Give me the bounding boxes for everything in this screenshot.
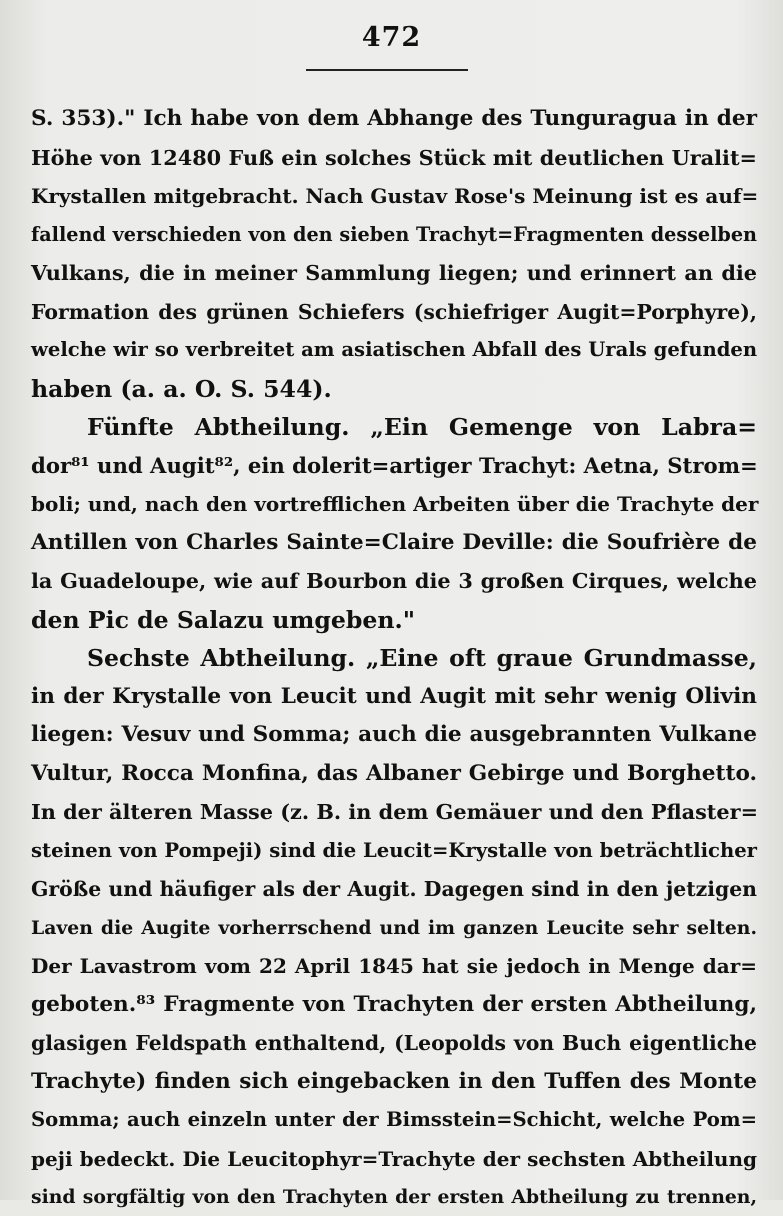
text-line: Vulkans, die in meiner Sammlung liegen; und erinnert an die — [31, 260, 757, 285]
text-line: liegen: Vesuv und Somma; auch die ausgebrannten Vulkane — [31, 722, 757, 747]
text-line: sind sorgfältig von den Trachyten der ersten Abtheilung zu trennen, — [31, 1186, 757, 1208]
text-line: glasigen Feldspath enthaltend, (Leopolds von Buch eigentliche — [31, 1031, 757, 1055]
text-line: peji bedeckt. Die Leucitophyr=Trachyte der sechsten Abtheilung — [31, 1146, 757, 1171]
text-line: in der Krystalle von Leucit und Augit mit sehr wenig Olivin — [31, 683, 757, 709]
text-line: In der älteren Masse (z. B. in dem Gemäuer und den Pflaster= — [31, 799, 759, 824]
text-line: S. 353)." Ich habe von dem Abhange des Tunguragua in der — [31, 106, 757, 131]
text-line: Antillen von Charles Sainte=Claire Deville: die Soufrière de — [31, 529, 757, 555]
text-line: fallend verschieden von den sieben Trachyt=Fragmenten desselben — [31, 222, 757, 246]
text-line: Höhe von 12480 Fuß ein solches Stück mit deutlichen Uralit= — [31, 144, 757, 170]
text-line: Größe und häufiger als der Augit. Dagegen sind in den jetzigen — [31, 877, 757, 901]
text-line: la Guadeloupe, wie auf Bourbon die 3 großen Cirques, welche — [31, 568, 757, 593]
text-line: Laven die Augite vorherrschend und im ganzen Leucite sehr selten. — [31, 916, 757, 939]
text-line: steinen von Pompeji) sind die Leucit=Krystalle von beträchtlicher — [31, 838, 757, 862]
text-line: Fünfte Abtheilung. „Ein Gemenge von Labra= — [87, 413, 757, 441]
text-line: Der Lavastrom vom 22 April 1845 hat sie jedoch in Menge dar= — [31, 954, 757, 978]
text-line: den Pic de Salazu umgeben." — [31, 605, 416, 634]
text-line: welche wir so verbreitet am asiatischen Abfall des Urals gefunden — [31, 338, 758, 361]
text-line: Somma; auch einzeln unter der Bimsstein=Schicht, welche Pom= — [31, 1108, 757, 1131]
text-line: geboten.⁸³ Fragmente von Trachyten der ersten Abtheilung, — [31, 991, 757, 1017]
text-line: Vultur, Rocca Monfina, das Albaner Gebirge und Borghetto. — [31, 760, 757, 786]
text-line: dor⁸¹ und Augit⁸², ein dolerit=artiger Trachyt: Aetna, Strom= — [31, 452, 758, 478]
text-line: haben (a. a. O. S. 544). — [31, 374, 332, 403]
text-line: boli; und, nach den vortrefflichen Arbeiten über die Trachyte der — [31, 492, 759, 516]
text-line: Trachyte) finden sich eingebacken in den Tuffen des Monte — [31, 1068, 757, 1094]
text-line: Formation des grünen Schiefers (schiefriger Augit=Porphyre), — [31, 299, 757, 324]
page-number: 472 — [361, 22, 422, 53]
text-line: Krystallen mitgebracht. Nach Gustav Rose's Meinung ist es auf= — [31, 184, 759, 208]
text-line: Sechste Abtheilung. „Eine oft graue Grundmasse, — [87, 644, 757, 672]
header-rule — [306, 69, 468, 71]
